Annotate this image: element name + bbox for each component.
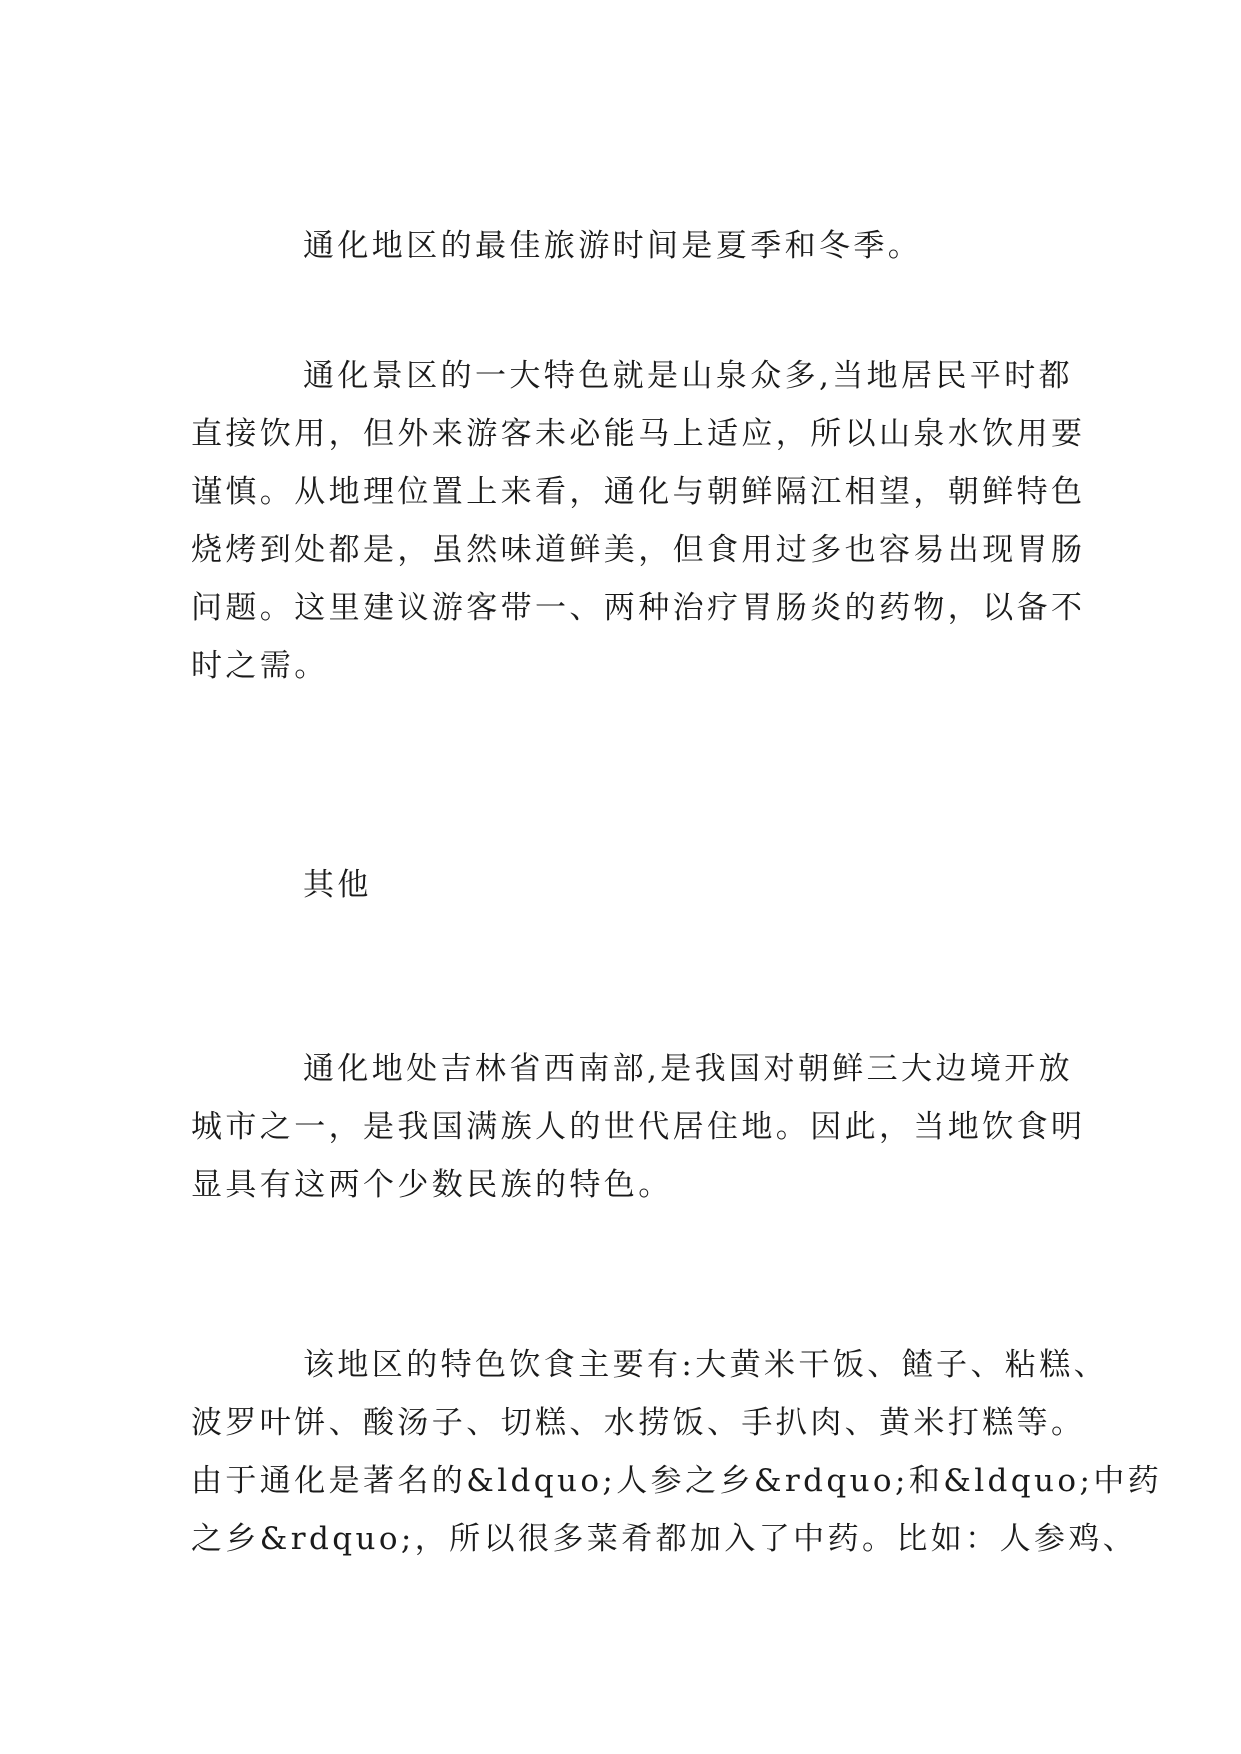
paragraph-line: 通化地处吉林省西南部,是我国对朝鲜三大边境开放: [303, 1051, 1074, 1087]
paragraph-line: 显具有这两个少数民族的特色。: [191, 1167, 673, 1203]
paragraph-line: 通化地区的最佳旅游时间是夏季和冬季。: [303, 228, 923, 264]
paragraph-best-travel-time: [191, 217, 1061, 275]
paragraph-location-and-culture: [191, 1040, 1086, 1214]
paragraph-springs-and-health: [191, 347, 1086, 695]
paragraph-line: 烧烤到处都是，虽然味道鲜美，但食用过多也容易出现胃肠: [191, 532, 1086, 568]
paragraph-line: 由于通化是著名的&ldquo;人参之乡&rdquo;和&ldquo;中药: [191, 1463, 1163, 1499]
paragraph-line: 直接饮用，但外来游客未必能马上适应，所以山泉水饮用要: [191, 416, 1086, 452]
paragraph-line: 时之需。: [191, 648, 329, 684]
paragraph-line: 城市之一，是我国满族人的世代居住地。因此，当地饮食明: [191, 1109, 1086, 1145]
paragraph-line: 该地区的特色饮食主要有:大黄米干饭、餷子、粘糕、: [303, 1347, 1109, 1383]
paragraph-line: 谨慎。从地理位置上来看，通化与朝鲜隔江相望，朝鲜特色: [191, 474, 1086, 510]
section-heading-other: [191, 856, 1061, 914]
paragraph-local-food: [191, 1336, 1163, 1568]
paragraph-line: 通化景区的一大特色就是山泉众多,当地居民平时都: [303, 358, 1074, 394]
section-heading: 其他: [303, 867, 372, 903]
paragraph-line: 波罗叶饼、酸汤子、切糕、水捞饭、手扒肉、黄米打糕等。: [191, 1405, 1086, 1441]
paragraph-line: 问题。这里建议游客带一、两种治疗胃肠炎的药物，以备不: [191, 590, 1086, 626]
paragraph-line: 之乡&rdquo;，所以很多菜肴都加入了中药。比如：人参鸡、: [191, 1521, 1138, 1557]
